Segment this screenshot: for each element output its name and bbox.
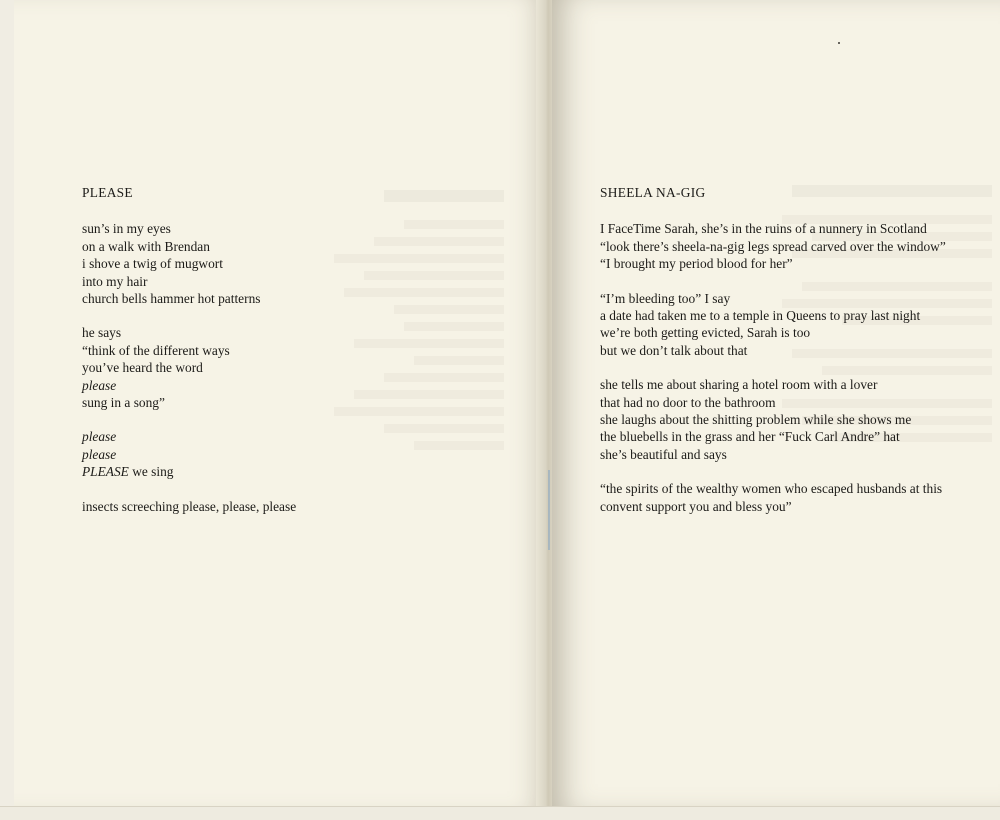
poem-line bbox=[600, 290, 946, 307]
poem-line-text: you’ve heard the word bbox=[82, 360, 203, 376]
poem-line bbox=[600, 255, 946, 272]
poem-line-text: she’s beautiful and says bbox=[600, 446, 727, 462]
stanza bbox=[600, 480, 946, 515]
poem-line-suffix: we sing bbox=[128, 464, 174, 480]
poem-line bbox=[600, 480, 946, 497]
poem-title: PLEASE bbox=[82, 185, 133, 200]
right-page bbox=[552, 0, 1000, 808]
poem-line bbox=[82, 290, 296, 307]
stanza-break bbox=[600, 273, 946, 290]
stanza-break bbox=[600, 359, 946, 376]
stanza-break bbox=[82, 411, 296, 428]
poem-line bbox=[600, 307, 946, 324]
poem-line-text: we’re both getting evicted, Sarah is too bbox=[600, 325, 811, 341]
stanza-break bbox=[600, 463, 946, 480]
page-bottom-edge bbox=[0, 806, 1000, 820]
poem-line-text: sung in a song” bbox=[82, 395, 165, 411]
page-edge bbox=[0, 0, 15, 820]
poem-line bbox=[82, 255, 296, 272]
stanza bbox=[82, 220, 296, 307]
poem-line bbox=[600, 428, 946, 445]
poem-line-text: please bbox=[82, 377, 117, 393]
stanza bbox=[82, 428, 296, 480]
poem-line-text: insects screeching please, please, please bbox=[82, 498, 297, 514]
stanza-break bbox=[82, 307, 296, 324]
poem-title: SHEELA NA-GIG bbox=[600, 185, 706, 200]
poem-line bbox=[600, 220, 946, 237]
poem-please bbox=[82, 184, 296, 515]
poem-line-text: a date had taken me to a temple in Queens to pray last night bbox=[600, 308, 921, 324]
poem-line-text: please bbox=[82, 429, 117, 445]
poem-line-text: please bbox=[82, 446, 117, 462]
poem-line-text: on a walk with Brendan bbox=[82, 238, 210, 254]
poem-line-text: that had no door to the bathroom bbox=[600, 394, 776, 410]
stanza bbox=[600, 220, 946, 272]
poem-line-text: I FaceTime Sarah, she’s in the ruins of a nunnery in Scotland bbox=[600, 221, 927, 237]
poem-line bbox=[600, 394, 946, 411]
poem-line bbox=[82, 220, 296, 237]
stanza bbox=[600, 290, 946, 360]
poem-line-text: “think of the different ways bbox=[82, 342, 230, 358]
poem-line bbox=[600, 446, 946, 463]
poem-line-text: convent support you and bless you” bbox=[600, 498, 792, 514]
poem-line-text: but we don’t talk about that bbox=[600, 342, 748, 358]
poem-line bbox=[600, 324, 946, 341]
poem-line bbox=[82, 377, 296, 394]
poem-line bbox=[82, 394, 296, 411]
poem-line bbox=[600, 498, 946, 515]
stanza bbox=[600, 376, 946, 463]
poem-line bbox=[82, 359, 296, 376]
poem-line-text: sun’s in my eyes bbox=[82, 221, 171, 237]
stanza bbox=[82, 324, 296, 411]
poem-line bbox=[600, 238, 946, 255]
show-through bbox=[314, 190, 504, 470]
poem-line bbox=[82, 273, 296, 290]
poem-line bbox=[82, 498, 296, 515]
page-mark bbox=[548, 470, 550, 550]
poem-line bbox=[600, 376, 946, 393]
poem-line-text: the bluebells in the grass and her “Fuck Carl Andre” hat bbox=[600, 429, 900, 445]
paper-speck bbox=[838, 42, 840, 44]
poem-line-text: “the spirits of the wealthy women who escaped husbands at this bbox=[600, 481, 943, 497]
poem-line-text: she laughs about the shitting problem while she shows me bbox=[600, 412, 912, 428]
poem-line bbox=[600, 411, 946, 428]
stanza bbox=[82, 498, 296, 515]
poem-line-text: i shove a twig of mugwort bbox=[82, 256, 223, 272]
poem-line bbox=[82, 446, 296, 463]
poem-line-text: church bells hammer hot patterns bbox=[82, 291, 261, 307]
poem-line-text: “I brought my period blood for her” bbox=[600, 256, 793, 272]
poem-line bbox=[82, 324, 296, 341]
poem-line-text: “look there’s sheela-na-gig legs spread carved over the window” bbox=[600, 238, 946, 254]
poem-line bbox=[82, 342, 296, 359]
poem-sheela-na-gig bbox=[600, 184, 946, 515]
poem-line-text: PLEASE bbox=[82, 464, 129, 480]
poem-line bbox=[82, 463, 296, 480]
stanza-break bbox=[82, 481, 296, 498]
poem-line-text: she tells me about sharing a hotel room with a lover bbox=[600, 377, 878, 393]
poem-line-text: he says bbox=[82, 325, 122, 341]
poem-line-text: “I’m bleeding too” I say bbox=[600, 290, 731, 306]
poem-line-text: into my hair bbox=[82, 273, 148, 289]
poem-line bbox=[600, 342, 946, 359]
poem-line bbox=[82, 238, 296, 255]
poem-line bbox=[82, 428, 296, 445]
left-page bbox=[14, 0, 542, 808]
